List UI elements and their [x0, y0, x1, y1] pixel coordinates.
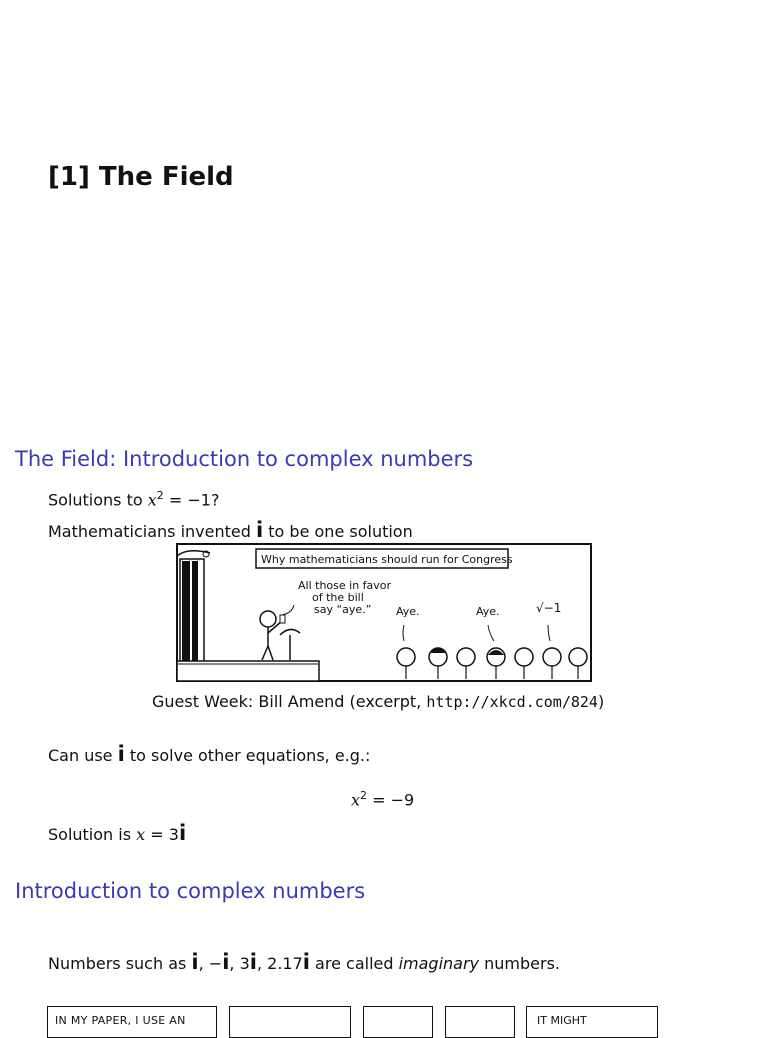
paragraph-solutions-question	[48, 489, 219, 509]
speech-line: All those in favor	[298, 579, 392, 592]
imaginary-unit: i	[249, 950, 257, 974]
crowd-head	[397, 648, 415, 666]
comic-title: Why mathematicians should run for Congress	[261, 553, 513, 566]
text-segment: Numbers such as	[48, 954, 192, 973]
caption-text: )	[597, 692, 605, 711]
frame-title-field: The Field: Introduction to complex numbers	[15, 447, 474, 471]
caption-text: Guest Week: Bill Amend (excerpt,	[152, 692, 427, 711]
crowd-head	[515, 648, 533, 666]
text-segment: are called	[309, 954, 399, 973]
comic-strip-panel	[363, 1006, 433, 1038]
math-exponent: 2	[156, 489, 164, 502]
text-segment: Can use	[48, 746, 118, 765]
imaginary-unit: i	[222, 950, 230, 974]
emphasis-imaginary: imaginary	[398, 954, 480, 973]
column-stripe	[192, 561, 198, 661]
text-segment: Solution is	[48, 825, 137, 844]
math-rest: = −9	[367, 790, 415, 810]
text-segment: , 3	[229, 954, 250, 973]
text-segment: , 2.17	[256, 954, 303, 973]
math-variable: x	[351, 790, 361, 810]
comic-excerpt	[176, 543, 592, 682]
text-segment: = 3	[145, 825, 179, 844]
paragraph-invented-i	[48, 520, 413, 541]
math-variable: x	[147, 490, 157, 510]
text-segment: , −	[198, 954, 223, 973]
imaginary-unit: i	[302, 950, 310, 974]
sqrt-label: √−1	[536, 601, 562, 615]
comic-strip-panel	[47, 1006, 217, 1038]
speaker-head	[260, 611, 276, 627]
aye-label: Aye.	[476, 605, 500, 618]
imaginary-unit: i	[191, 950, 199, 974]
aye-label: Aye.	[396, 605, 420, 618]
text-segment: = −1?	[163, 490, 220, 510]
panel-text: IT MIGHT	[537, 1014, 587, 1027]
text-segment: numbers.	[479, 954, 560, 973]
text-segment: Solutions to	[48, 490, 148, 510]
text-segment: to solve other equations, e.g.:	[124, 746, 371, 765]
display-equation	[351, 789, 414, 809]
crowd-head	[569, 648, 587, 666]
speech-line: say “aye.”	[314, 603, 372, 616]
comic-caption	[152, 692, 604, 711]
comic-strip-panel	[526, 1006, 658, 1038]
imaginary-unit: i	[178, 821, 187, 845]
paragraph-solution	[48, 823, 186, 844]
section-title: [1] The Field	[48, 162, 234, 192]
gavel	[280, 615, 285, 623]
math-exponent: 2	[360, 789, 368, 802]
caption-url: http://xkcd.com/824	[426, 693, 598, 711]
frame-title-intro: Introduction to complex numbers	[15, 879, 366, 903]
comic-strip-panel	[229, 1006, 351, 1038]
imaginary-unit: i	[117, 742, 125, 766]
text-segment: to be one solution	[263, 522, 413, 541]
column-stripe	[182, 561, 190, 661]
text-segment: Mathematicians invented	[48, 522, 256, 541]
speech-line: of the bill	[312, 591, 364, 604]
imaginary-unit: i	[255, 518, 264, 542]
comic-strip-panel	[445, 1006, 515, 1038]
speech-bubble-text	[298, 580, 391, 616]
crowd-head	[543, 648, 561, 666]
paragraph-other-equations	[48, 744, 370, 765]
math-variable: x	[136, 825, 146, 844]
crowd-head	[457, 648, 475, 666]
panel-text: IN MY PAPER, I USE AN	[55, 1014, 186, 1027]
paragraph-imaginary-numbers	[48, 952, 560, 973]
